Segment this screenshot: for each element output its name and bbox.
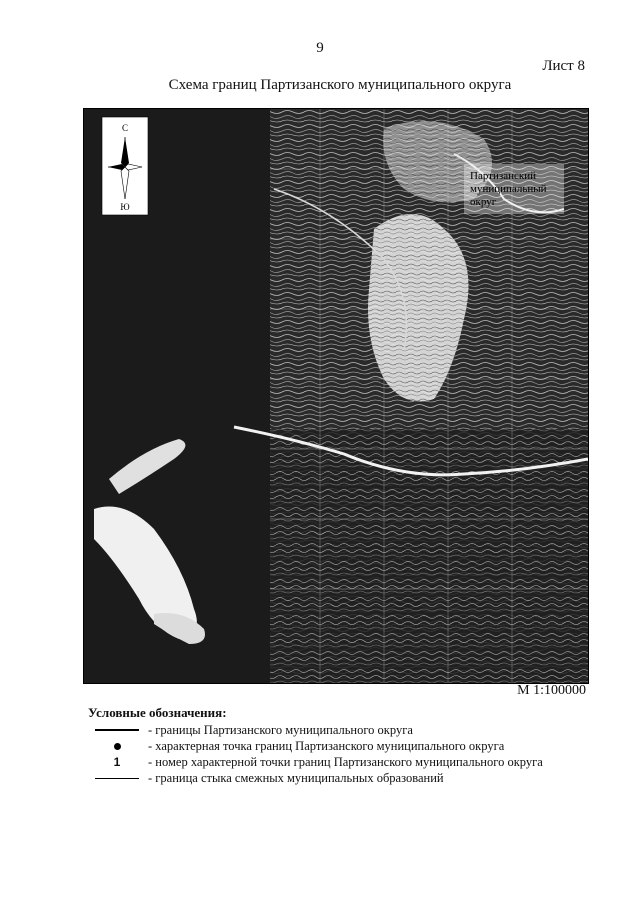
overlay-label-line-2: муниципальный: [470, 183, 547, 195]
point-number-symbol: [88, 755, 146, 769]
point-number-sample: 1: [113, 755, 121, 769]
map-title: Схема границ Партизанского муниципального округа: [168, 77, 512, 93]
legend-item-junction: [88, 770, 608, 786]
legend-item-label: - границы Партизанского муниципального округа: [148, 722, 413, 737]
map-scale: М 1:100000: [517, 683, 586, 698]
thick-line-icon: [88, 729, 146, 731]
sheet-label: Лист 8: [542, 58, 585, 74]
overlay-label-line-1: Партизанский: [470, 170, 536, 182]
topographic-map[interactable]: [83, 108, 589, 684]
legend-title: Условные обозначения:: [88, 705, 227, 720]
compass-south-label: Ю: [120, 202, 130, 212]
legend-item-label: - граница стыка смежных муниципальных образований: [148, 770, 444, 785]
thin-line-icon: [88, 778, 146, 779]
compass-rose: [102, 117, 148, 215]
legend-item-label: - номер характерной точки границ Партизанского муниципального округа: [148, 754, 543, 769]
legend-item-point-number: [88, 754, 608, 770]
legend-item-point: [88, 738, 608, 754]
legend: [88, 705, 608, 786]
compass-north-label: С: [121, 123, 129, 133]
page-number: 9: [316, 40, 324, 56]
legend-item-label: - характерная точка границ Партизанского муниципального округа: [148, 738, 505, 753]
dot-icon: [88, 743, 146, 750]
legend-item-boundary: [88, 722, 608, 738]
overlay-label-line-3: округ: [470, 196, 497, 208]
map-canvas: [84, 109, 588, 683]
